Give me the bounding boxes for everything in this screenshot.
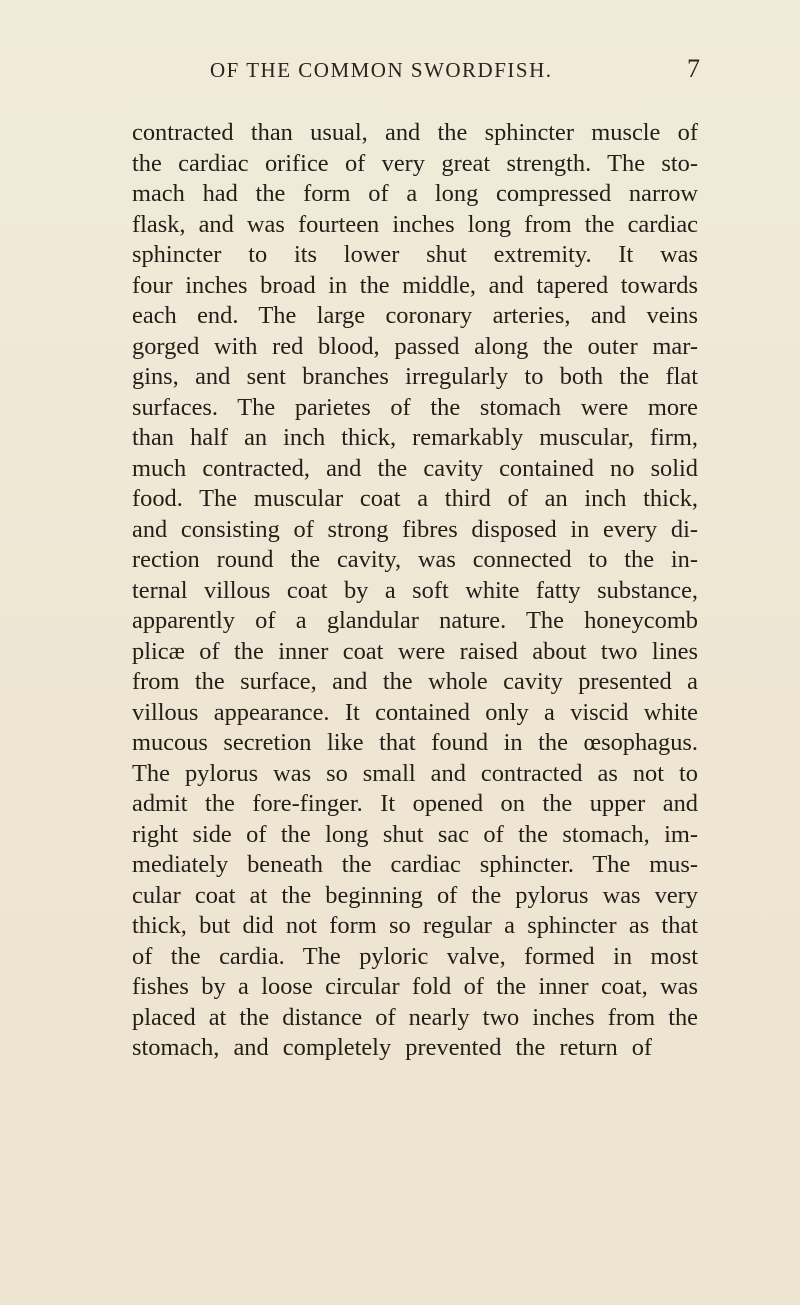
text-line: sphincter to its lower shut extremity. It was [132, 241, 698, 268]
text-line: fishes by a loose circular fold of the inner coat, was [132, 973, 698, 1000]
text-line: placed at the distance of nearly two inches from the [132, 1003, 698, 1031]
text-line: gorged with red blood, passed along the outer mar- [132, 332, 698, 360]
text-line: stomach, and completely prevented the return of [132, 1034, 653, 1061]
body-text [132, 118, 698, 1064]
running-head [120, 54, 700, 90]
text-line: each end. The large coronary arteries, and veins [132, 302, 698, 329]
text-line: much contracted, and the cavity contained no solid [132, 454, 698, 482]
text-line: food. The muscular coat a third of an inch thick, [132, 485, 698, 512]
text-line: and consisting of strong fibres disposed in every di- [132, 515, 698, 543]
text-line: rection round the cavity, was connected to the in- [132, 546, 698, 573]
text-line: mucous secretion like that found in the œsophagus. [132, 729, 698, 756]
text-line: mach had the form of a long compressed narrow [132, 180, 698, 207]
text-line: the cardiac orifice of very great strength. The sto- [132, 149, 698, 177]
text-line: four inches broad in the middle, and tapered towards [132, 271, 698, 299]
text-line: mediately beneath the cardiac sphincter. The mus- [132, 851, 698, 878]
text-line: of the cardia. The pyloric valve, formed in most [132, 942, 698, 970]
text-line: gins, and sent branches irregularly to both the flat [132, 363, 698, 390]
text-line: villous appearance. It contained only a viscid white [132, 698, 698, 726]
running-title: OF THE COMMON SWORDFISH. [210, 58, 553, 82]
text-line: contracted than usual, and the sphincter muscle of [132, 119, 698, 146]
text-line: ternal villous coat by a soft white fatty substance, [132, 576, 698, 604]
text-line: cular coat at the beginning of the pylorus was very [132, 881, 698, 909]
text-line: than half an inch thick, remarkably muscular, firm, [132, 424, 698, 451]
text-line: The pylorus was so small and contracted as not to [132, 759, 698, 787]
text-line: apparently of a glandular nature. The honeycomb [132, 607, 698, 634]
page-number: 7 [687, 54, 700, 83]
text-line: flask, and was fourteen inches long from the cardiac [132, 210, 698, 238]
text-line: admit the fore-finger. It opened on the upper and [132, 790, 698, 817]
text-line: right side of the long shut sac of the stomach, im- [132, 820, 698, 848]
text-line: plicæ of the inner coat were raised about two lines [132, 637, 698, 665]
text-line: surfaces. The parietes of the stomach were more [132, 393, 698, 421]
text-line: from the surface, and the whole cavity presented a [132, 668, 698, 695]
text-line: thick, but did not form so regular a sphincter as that [132, 912, 698, 939]
